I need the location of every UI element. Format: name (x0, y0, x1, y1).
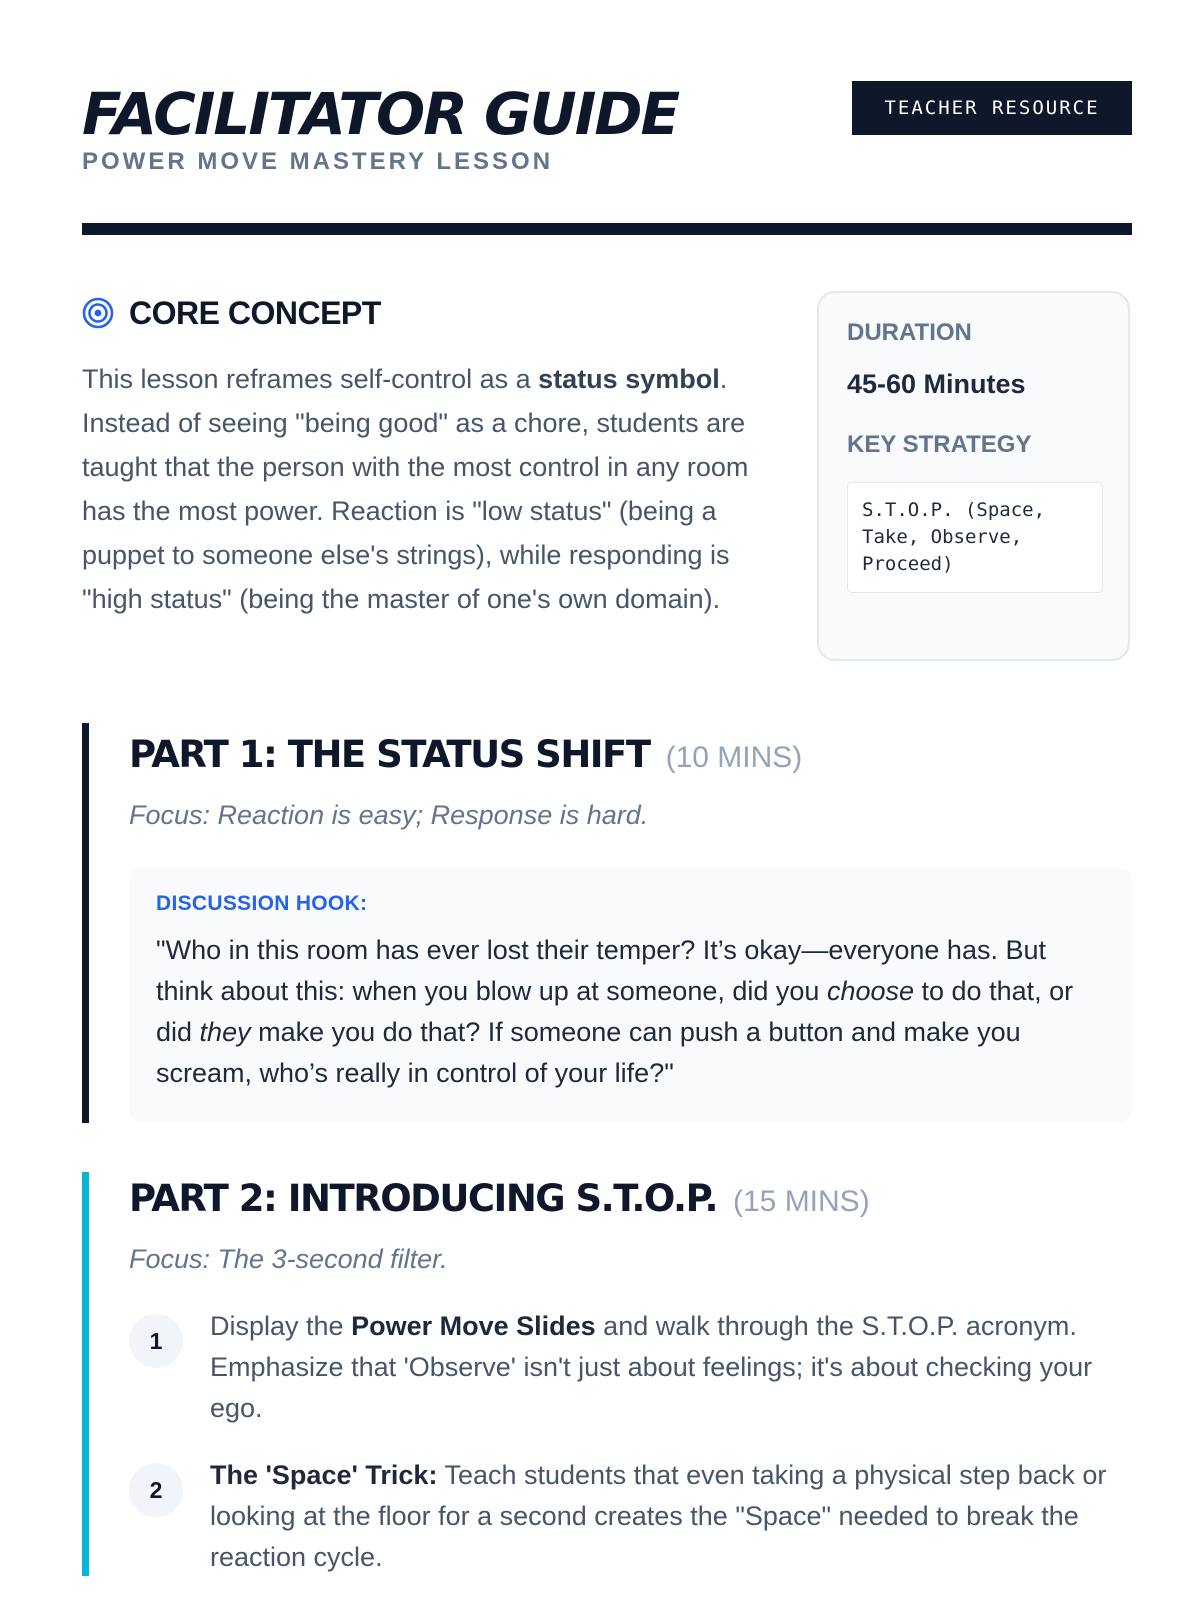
part-1-focus: Focus: Reaction is easy; Response is hard. (129, 800, 649, 830)
part-1-duration: (10 MINS) (665, 741, 803, 774)
list-item (129, 1306, 1132, 1432)
page-title: FACILITATOR GUIDE (82, 80, 679, 148)
key-strategy-value: S.T.O.P. (Space, Take, Observe, Proceed) (847, 482, 1103, 593)
step-number-badge: 1 (129, 1314, 183, 1368)
part-2-focus: Focus: The 3-second filter. (129, 1244, 448, 1274)
list-item (129, 1455, 1132, 1581)
page-subtitle: POWER MOVE MASTERY LESSON (82, 148, 554, 175)
part-1-title: PART 1: THE STATUS SHIFT (10 MINS) (129, 733, 803, 776)
step-text: The 'Space' Trick: Teach students that even taking a physical step back or looking at the floor for a second creates the "Space" needed to break the reaction cycle. (210, 1460, 1107, 1572)
part-2-duration: (15 MINS) (733, 1185, 870, 1218)
status-symbol-emphasis: status symbol (538, 364, 720, 394)
discussion-hook-text: "Who in this room has ever lost their temper? It’s okay—everyone has. But think about this: when you blow up at someone, did you choose to do that, or did they make you do that? If someone can push a button and make you scream, who’s really in control of your life?" (156, 935, 1074, 1088)
part-2-title: PART 2: INTRODUCING S.T.O.P. (15 MINS) (129, 1177, 870, 1220)
lesson-info-card (817, 291, 1130, 661)
header-divider (82, 223, 1132, 235)
duration-label: DURATION (847, 319, 972, 346)
key-strategy-label: KEY STRATEGY (847, 431, 1032, 458)
core-concept-heading: CORE CONCEPT (129, 295, 381, 331)
discussion-hook-label: DISCUSSION HOOK: (156, 892, 368, 915)
target-icon (82, 297, 114, 329)
part-1-accent-bar (82, 723, 89, 1123)
duration-value: 45-60 Minutes (847, 369, 1026, 399)
core-concept-text: This lesson reframes self-control as a status symbol. Instead of seeing "being good" as a chore, students are taught that the person with the most control in any room has the most power. Reaction is "low status" (being a puppet to someone else's strings), while responding is "high status" (being the master of one's own domain). (82, 364, 749, 614)
teacher-resource-badge: TEACHER RESOURCE (852, 81, 1132, 135)
step-text: Display the Power Move Slides and walk through the S.T.O.P. acronym. Emphasize that 'Observe' isn't just about feelings; it's about checking your ego. (210, 1311, 1093, 1423)
part-2-accent-bar (82, 1172, 89, 1576)
step-number-badge: 2 (129, 1463, 183, 1517)
discussion-hook-box (129, 868, 1132, 1122)
